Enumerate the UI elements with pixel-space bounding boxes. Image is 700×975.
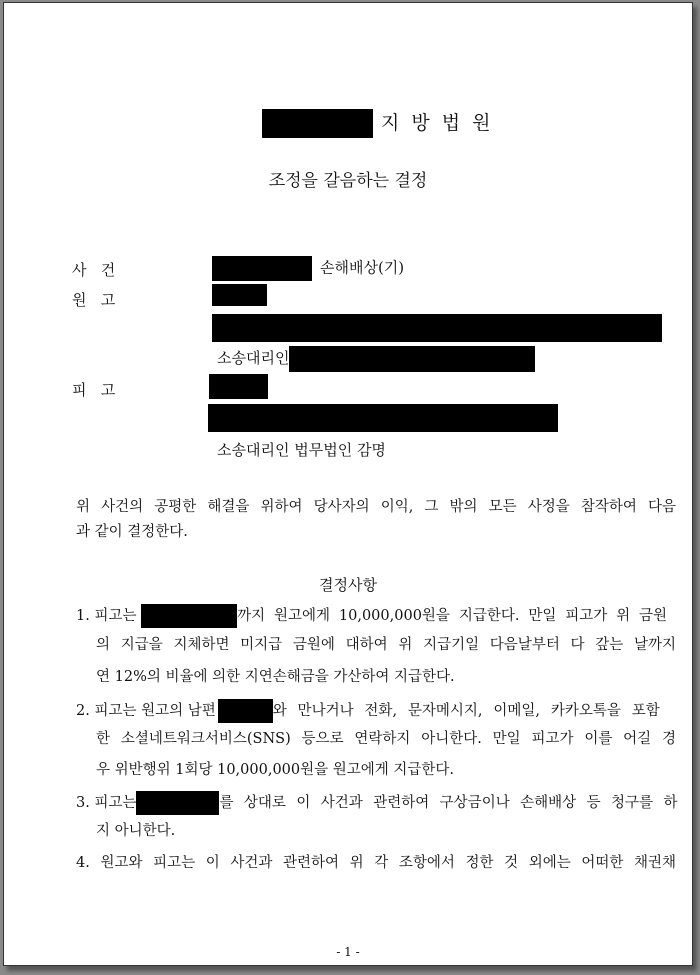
item-3-line: 지 아니한다. xyxy=(96,823,176,839)
defendant-label: 피 고 xyxy=(72,381,116,399)
page-number: - 1 - xyxy=(336,945,360,959)
redaction xyxy=(212,314,662,342)
redaction xyxy=(218,699,273,723)
case-value xyxy=(212,256,404,281)
defendant-agent: 소송대리인 법무법인 감명 xyxy=(217,441,386,459)
agent-label: 소송대리인 xyxy=(217,349,290,367)
item-2-line: 한 소셜네트워크서비스(SNS) 등으로 연락하지 아니한다. 만일 피고가 이를 어길 경 xyxy=(96,731,676,747)
item-text: 1. 피고는 xyxy=(76,608,137,624)
item-4-line: 4. 원고와 피고는 이 사건과 관련하여 위 각 조항에서 정한 것 외에는 어떠한 채권채 xyxy=(76,855,676,871)
plaintiff-label: 원 고 xyxy=(72,291,116,309)
redaction xyxy=(209,374,268,399)
redaction xyxy=(212,256,312,281)
intro-line: 위 사건의 공평한 해결을 위하여 당사자의 이익, 그 밖의 모든 사정을 참작하여 다음 xyxy=(76,499,676,515)
item-2 xyxy=(76,699,660,723)
item-text: 3. 피고는 xyxy=(76,795,137,811)
court-name xyxy=(262,108,494,138)
section-title: 결정사항 xyxy=(319,576,377,594)
redaction xyxy=(136,791,219,815)
case-label: 사 건 xyxy=(72,261,116,279)
case-name: 손해배상(기) xyxy=(320,258,405,277)
document-title: 조정을 갈음하는 결정 xyxy=(268,171,428,191)
item-text: 까지 원고에게 10,000,000원을 지급한다. 만일 피고가 위 금원 xyxy=(237,608,668,624)
item-text: 와 만나거나 전화, 문자메시지, 이메일, 카카오톡을 포함 xyxy=(272,703,660,719)
item-3 xyxy=(76,791,677,815)
item-1 xyxy=(76,604,667,628)
redaction xyxy=(208,404,558,432)
intro-line: 과 같이 결정한다. xyxy=(76,524,188,540)
redaction xyxy=(289,346,535,372)
item-1-line: 의 지급을 지체하면 미지급 금원에 대하여 위 지급기일 다음날부터 다 갚는 날까지 xyxy=(96,637,676,653)
redaction xyxy=(141,604,237,628)
redaction xyxy=(262,109,373,138)
document-page xyxy=(3,2,693,966)
redaction xyxy=(212,284,267,306)
item-text: 를 상대로 이 사건과 관련하여 구상금이나 손해배상 등 청구를 하 xyxy=(219,795,678,811)
plaintiff-agent xyxy=(217,346,535,372)
court-suffix: 지 방 법 원 xyxy=(381,112,494,134)
item-1-line: 연 12%의 비율에 의한 지연손해금을 가산하여 지급한다. xyxy=(96,669,455,685)
item-2-line: 우 위반행위 1회당 10,000,000원을 원고에게 지급한다. xyxy=(96,762,455,778)
item-text: 2. 피고는 원고의 남편 xyxy=(76,703,216,719)
